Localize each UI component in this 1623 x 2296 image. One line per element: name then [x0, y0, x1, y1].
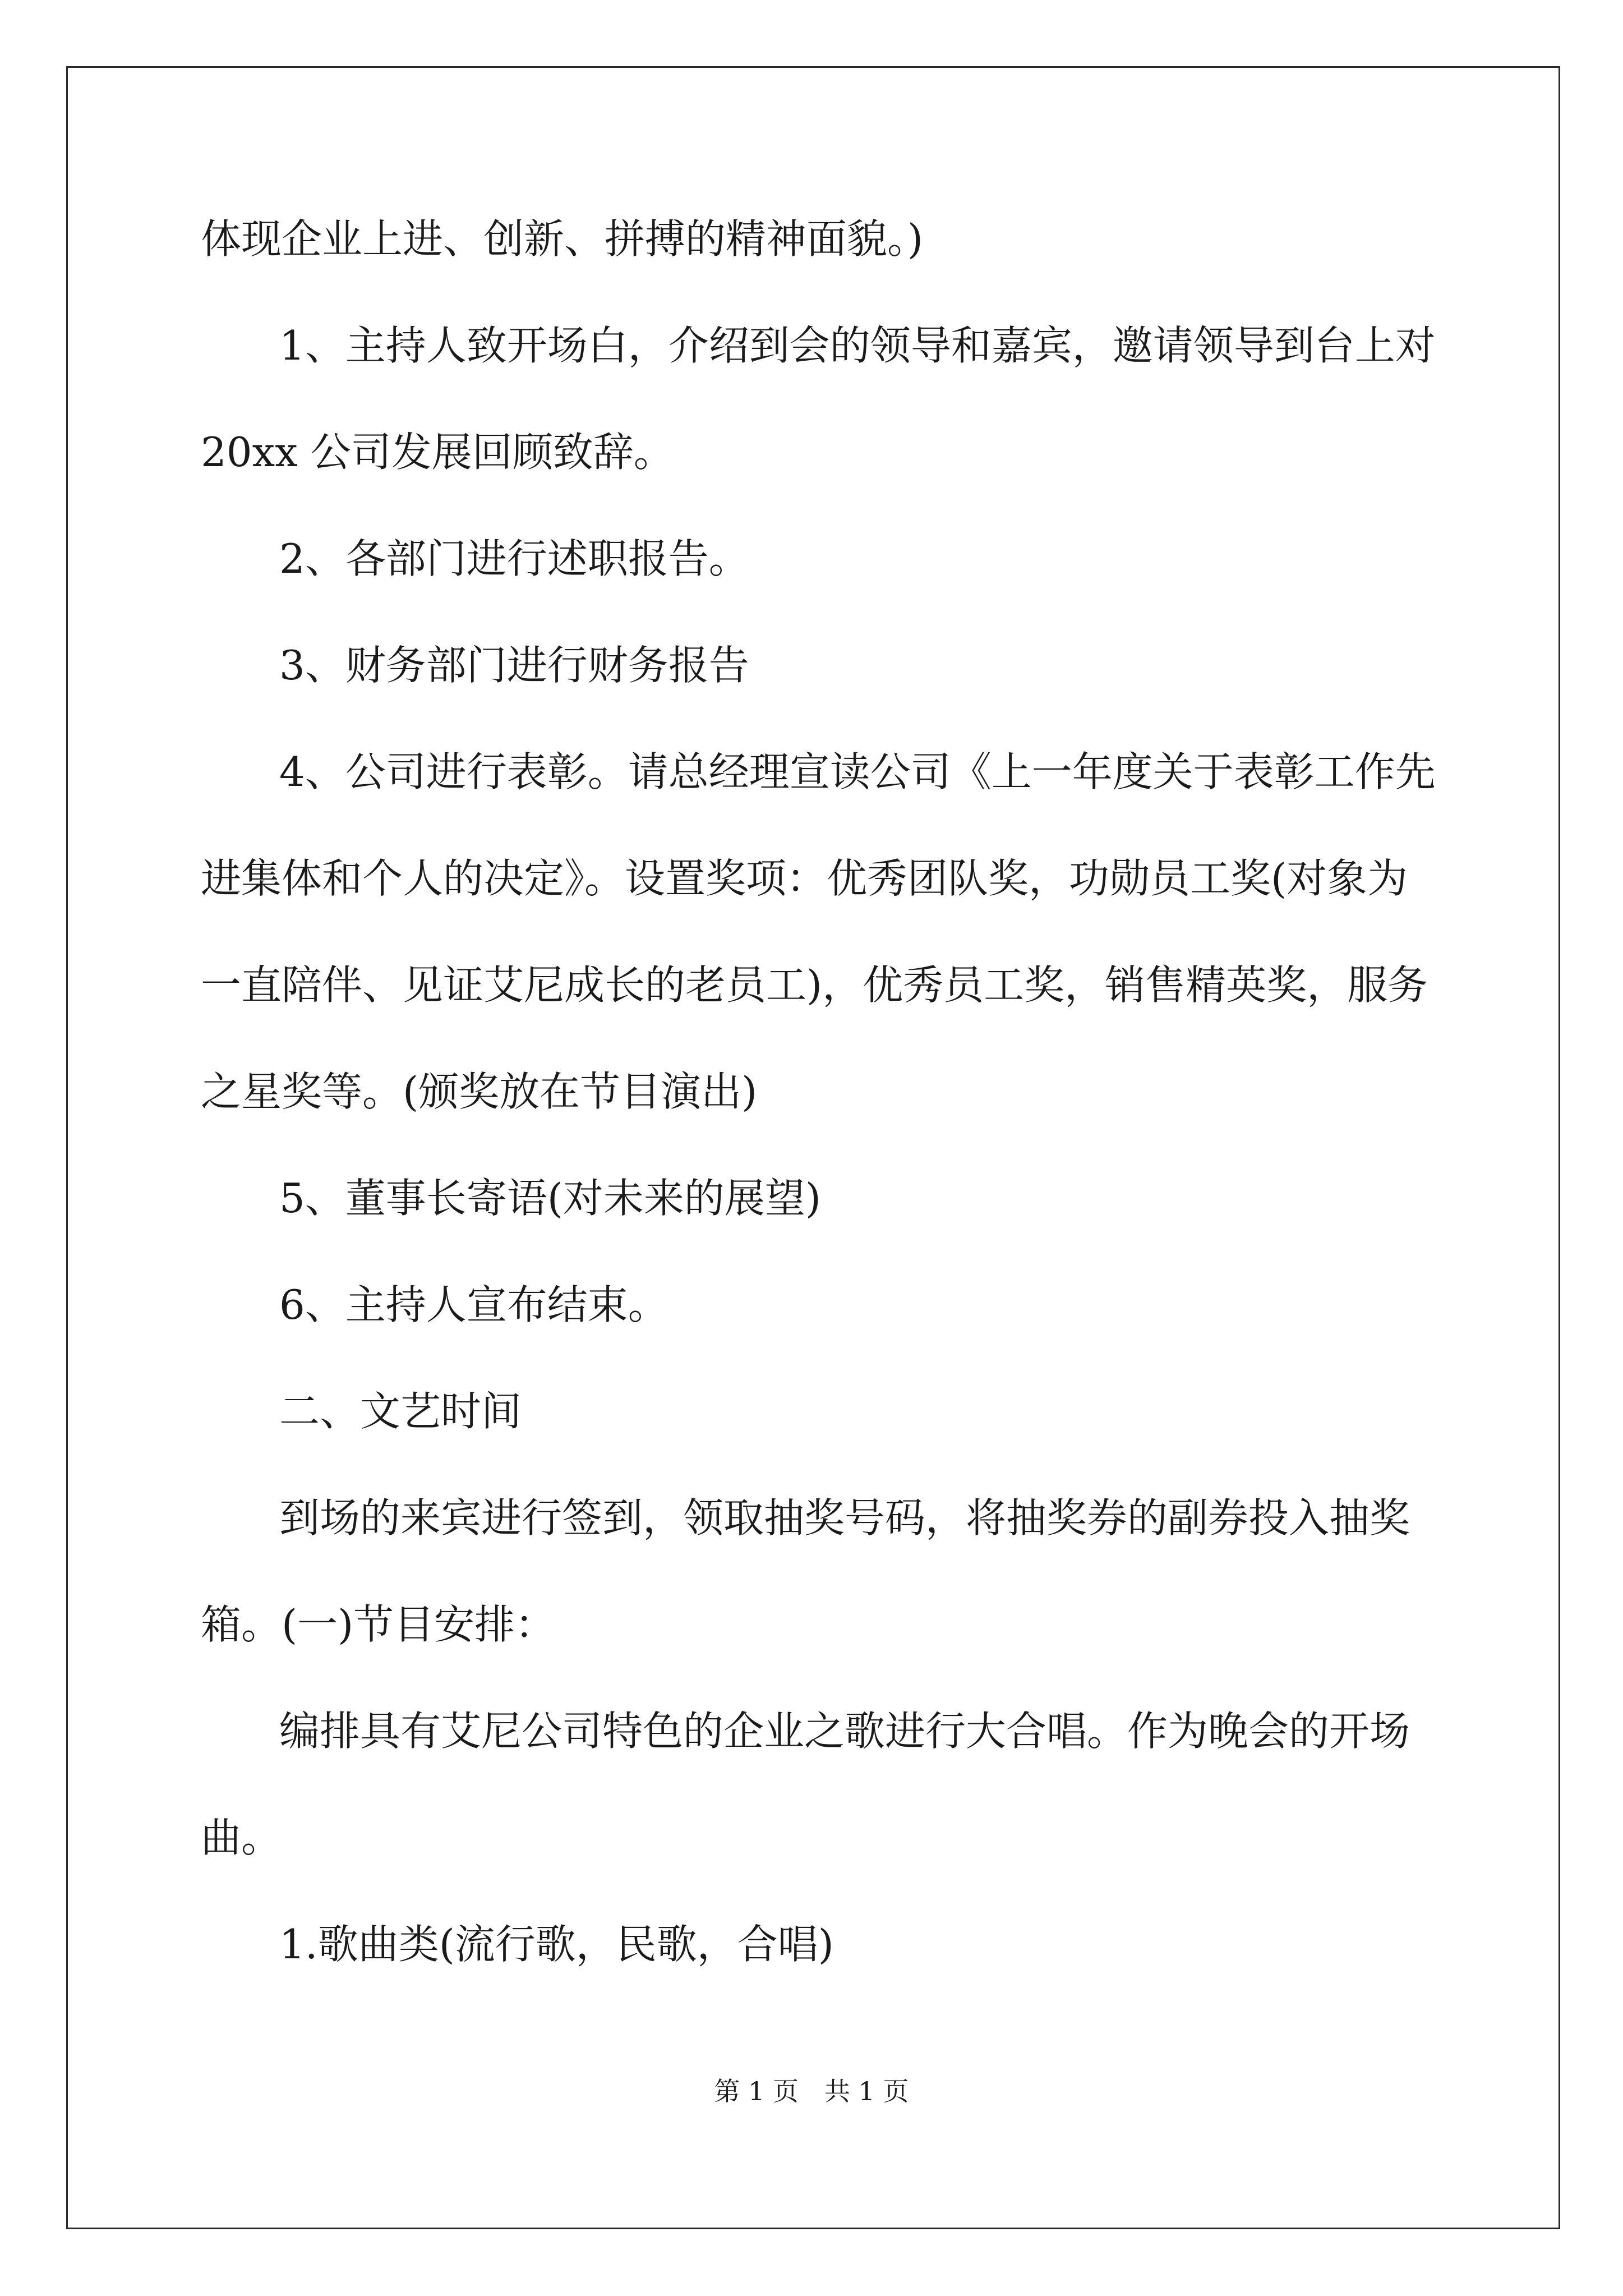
text-line: 之星奖等。(颁奖放在节目演出) [201, 1068, 758, 1115]
text-line: 6、主持人宣布结束。 [279, 1281, 668, 1328]
text-line: 曲。 [201, 1814, 282, 1861]
text-line: 5、董事长寄语(对未来的展望) [279, 1175, 821, 1222]
text-line: 4、公司进行表彰。请总经理宣读公司《上一年度关于表彰工作先 [279, 748, 1436, 795]
text-line: 编排具有艾尼公司特色的企业之歌进行大合唱。作为晚会的开场 [279, 1708, 1410, 1755]
page-border [66, 66, 1560, 2229]
text-line: 1、主持人致开场白，介绍到会的领导和嘉宾，邀请领导到台上对 [279, 322, 1436, 369]
text-line: 到场的来宾进行签到，领取抽奖号码，将抽奖券的副券投入抽奖 [279, 1494, 1410, 1542]
text-line: 2、各部门进行述职报告。 [279, 535, 749, 582]
text-line: 体现企业上进、创新、拼搏的精神面貌。) [201, 215, 924, 263]
text-line: 1.歌曲类(流行歌，民歌，合唱) [279, 1921, 834, 1968]
section-heading: 二、文艺时间 [279, 1388, 522, 1435]
text-line: 进集体和个人的决定》。设置奖项：优秀团队奖，功勋员工奖(对象为 [201, 855, 1408, 902]
page-number-footer: 第 1 页 共 1 页 [714, 2076, 909, 2106]
text-line: 一直陪伴、见证艾尼成长的老员工)，优秀员工奖，销售精英奖，服务 [201, 961, 1428, 1009]
text-line: 箱。(一)节目安排： [201, 1601, 556, 1648]
text-line: 3、财务部门进行财务报告 [279, 642, 749, 689]
text-line: 20xx 公司发展回顾致辞。 [201, 429, 674, 476]
